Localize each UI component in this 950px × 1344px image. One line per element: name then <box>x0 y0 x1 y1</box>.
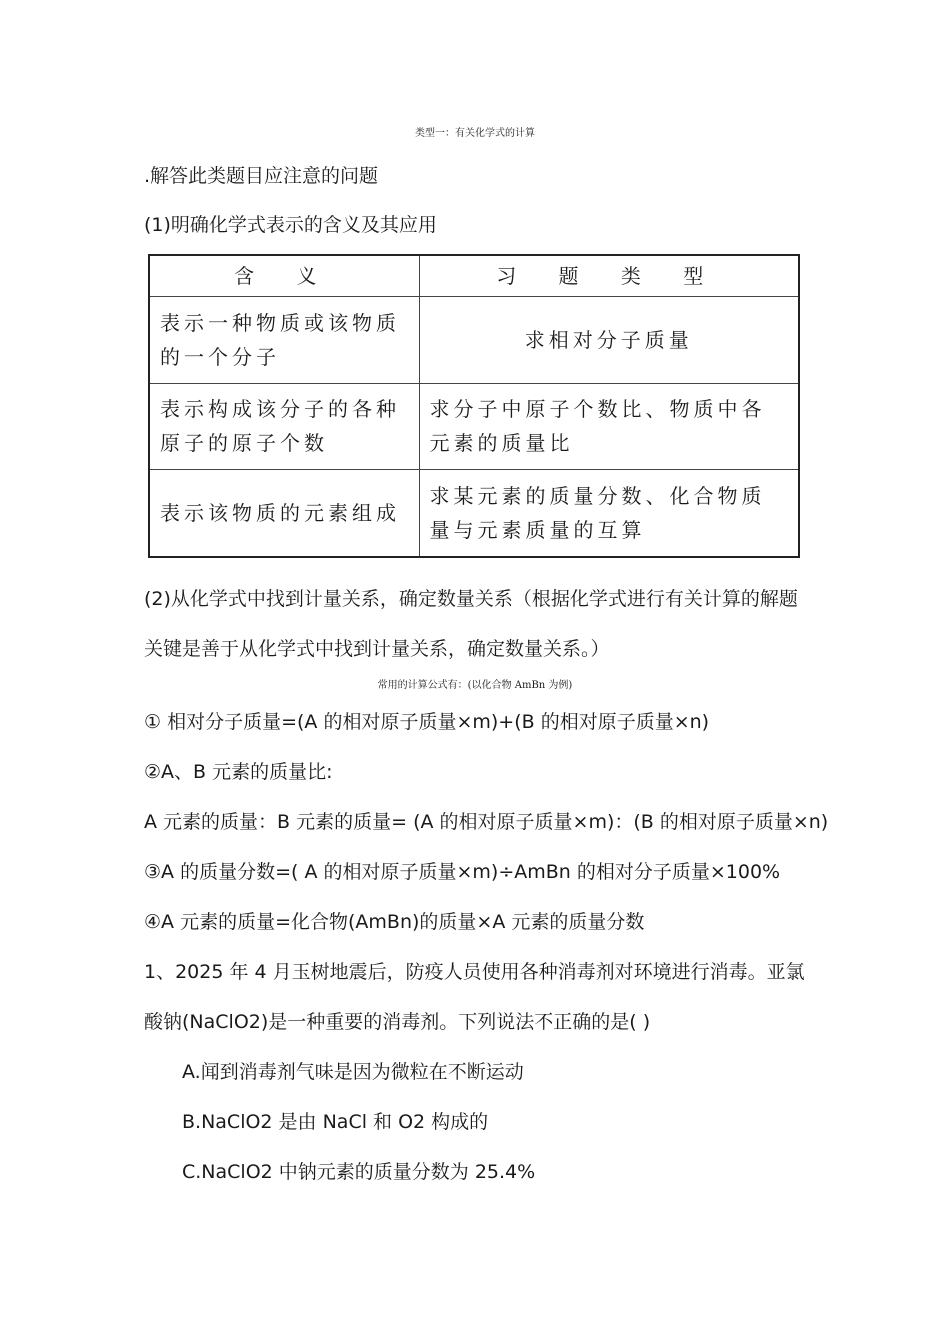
formula-1: ① 相对分子质量=(A 的相对原子质量×m)+(B 的相对原子质量×n) <box>144 711 710 733</box>
point-2-line-2: 关键是善于从化学式中找到计量关系，确定数量关系。） <box>144 638 610 660</box>
formula-2: ②A、B 元素的质量比: <box>144 761 333 783</box>
question-line-2: 酸钠(NaClO2)是一种重要的消毒剂。下列说法不正确的是( ) <box>144 1011 651 1033</box>
table-row <box>149 297 799 384</box>
formula-3: ③A 的质量分数=( A 的相对原子质量×m)÷AmBn 的相对分子质量×100% <box>144 861 781 883</box>
table-header-meaning: 含 义 <box>149 255 419 297</box>
formula-4: ④A 元素的质量=化合物(AmBn)的质量×A 元素的质量分数 <box>144 911 645 933</box>
option-c: C.NaClO2 中钠元素的质量分数为 25.4% <box>182 1161 536 1183</box>
table-header-exercise-type: 习 题 类 型 <box>419 255 799 297</box>
table-cell: 求某元素的质量分数、化合物质量与元素质量的互算 <box>419 470 799 557</box>
table-cell: 求相对分子质量 <box>419 297 799 384</box>
intro-heading: .解答此类题目应注意的问题 <box>144 165 379 187</box>
formula-heading: 常用的计算公式有：(以化合物 AmBn 为例) <box>377 680 573 691</box>
table-row <box>149 470 799 557</box>
table-cell: 表示一种物质或该物质的一个分子 <box>149 297 419 384</box>
question-line-1: 1、2025 年 4 月玉树地震后，防疫人员使用各种消毒剂对环境进行消毒。亚氯 <box>144 961 805 983</box>
option-b: B.NaClO2 是由 NaCl 和 O2 构成的 <box>182 1111 489 1133</box>
table-cell: 表示该物质的元素组成 <box>149 470 419 557</box>
table-row <box>149 383 799 470</box>
option-a: A.闻到消毒剂气味是因为微粒在不断运动 <box>182 1061 524 1083</box>
table-header-row <box>149 255 799 297</box>
table-cell: 表示构成该分子的各种原子的原子个数 <box>149 383 419 470</box>
meaning-table <box>148 254 800 558</box>
point-1: (1)明确化学式表示的含义及其应用 <box>144 214 437 236</box>
page-title: 类型一：有关化学式的计算 <box>415 128 535 139</box>
formula-2-detail: A 元素的质量：B 元素的质量= (A 的相对原子质量×m)：(B 的相对原子质量×n) <box>144 811 829 833</box>
point-2-line-1: (2)从化学式中找到计量关系，确定数量关系（根据化学式进行有关计算的解题 <box>144 588 798 610</box>
table-cell: 求分子中原子个数比、物质中各元素的质量比 <box>419 383 799 470</box>
